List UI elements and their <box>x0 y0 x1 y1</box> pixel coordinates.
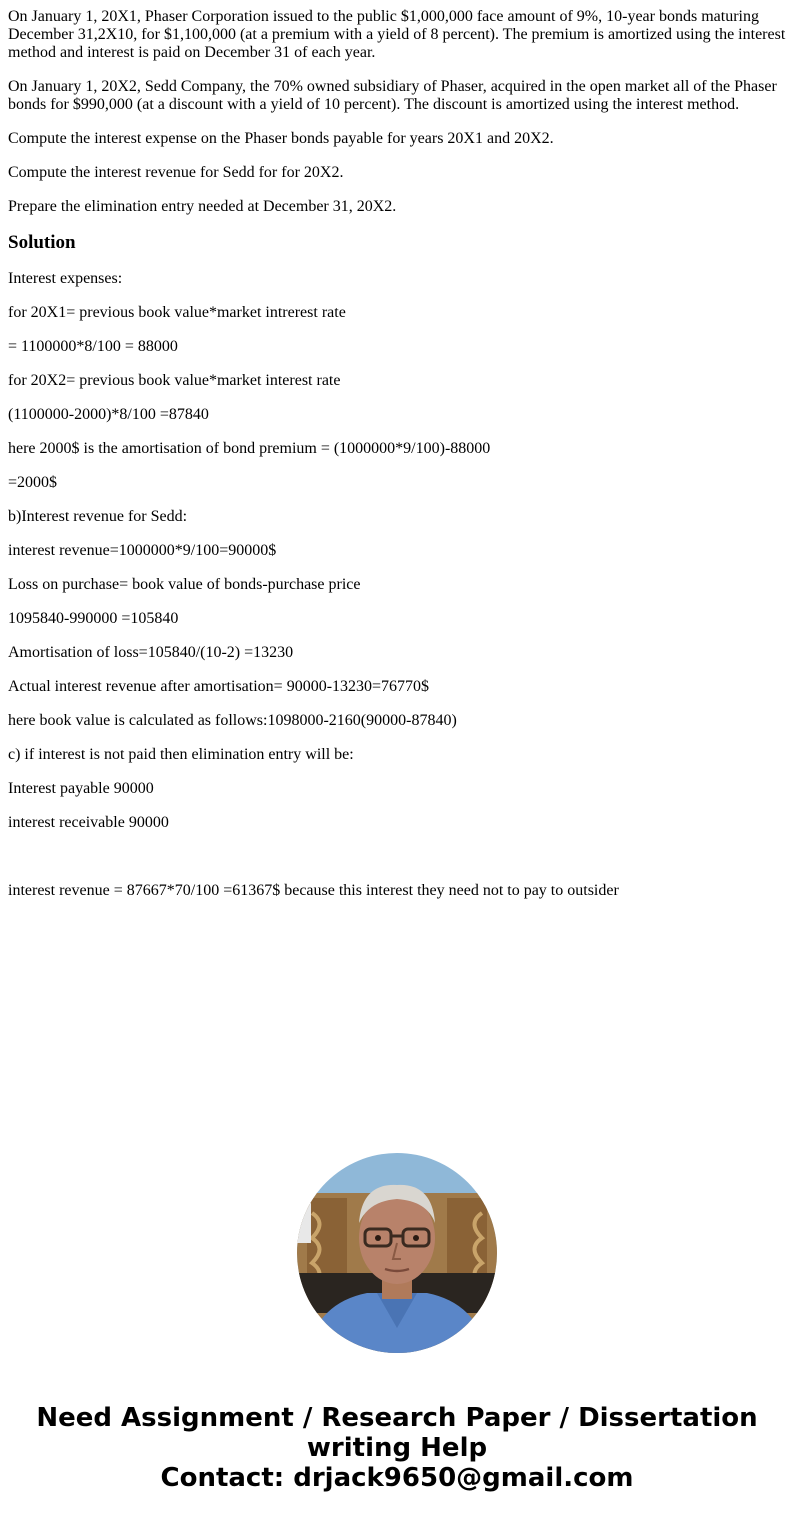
solution-line: here book value is calculated as follows:1098000-2160(90000-87840) <box>8 712 457 729</box>
footer-banner <box>0 1403 794 1493</box>
solution-heading: Solution <box>8 232 76 253</box>
solution-line: =2000$ <box>8 474 58 491</box>
question-paragraph-2: On January 1, 20X2, Sedd Company, the 70% owned subsidiary of Phaser, acquired in the open market all of the Phaser bonds for $990,000 (at a discount with a yield of 10 percent). The discount is amortized using the interest method. <box>8 78 777 113</box>
solution-line: here 2000$ is the amortisation of bond premium = (1000000*9/100)-88000 <box>8 440 491 457</box>
solution-line: c) if interest is not paid then elimination entry will be: <box>8 746 354 763</box>
solution-line: interest revenue=1000000*9/100=90000$ <box>8 542 277 559</box>
solution-line: Loss on purchase= book value of bonds-purchase price <box>8 576 361 593</box>
solution-line: for 20X1= previous book value*market intrerest rate <box>8 304 346 321</box>
solution-line: Interest payable 90000 <box>8 780 154 797</box>
solution-line: b)Interest revenue for Sedd: <box>8 508 188 525</box>
question-paragraph-1: On January 1, 20X1, Phaser Corporation issued to the public $1,000,000 face amount of 9%, 10-year bonds maturing December 31,2X10, for $1,100,000 (at a premium with a yield of 8 percent). The premium is amortized using the interest method and interest is paid on December 31 of each year. <box>8 8 786 61</box>
solution-blank-line <box>8 848 786 866</box>
person-photo-icon <box>297 1153 497 1353</box>
solution-section <box>8 270 786 900</box>
solution-line: (1100000-2000)*8/100 =87840 <box>8 406 209 423</box>
footer-line-1: Need Assignment / Research Paper / Dissertation <box>36 1403 758 1433</box>
avatar <box>297 1153 497 1353</box>
solution-line: Interest expenses: <box>8 270 123 287</box>
solution-line: Amortisation of loss=105840/(10-2) =13230 <box>8 644 294 661</box>
footer-line-2: writing Help <box>306 1433 488 1463</box>
footer-contact: Contact: drjack9650@gmail.com <box>160 1463 634 1493</box>
solution-line: 1095840-990000 =105840 <box>8 610 179 627</box>
solution-line: = 1100000*8/100 = 88000 <box>8 338 178 355</box>
question-paragraph-3: Compute the interest expense on the Phaser bonds payable for years 20X1 and 20X2. <box>8 130 554 147</box>
question-section <box>8 0 786 216</box>
solution-line: for 20X2= previous book value*market interest rate <box>8 372 341 389</box>
question-paragraph-5: Prepare the elimination entry needed at December 31, 20X2. <box>8 198 397 215</box>
document-body <box>8 0 786 916</box>
solution-line: Actual interest revenue after amortisation= 90000-13230=76770$ <box>8 678 430 695</box>
solution-line: interest receivable 90000 <box>8 814 169 831</box>
question-paragraph-4: Compute the interest revenue for Sedd for for 20X2. <box>8 164 344 181</box>
solution-line: interest revenue = 87667*70/100 =61367$ because this interest they need not to pay to outsider <box>8 882 619 899</box>
